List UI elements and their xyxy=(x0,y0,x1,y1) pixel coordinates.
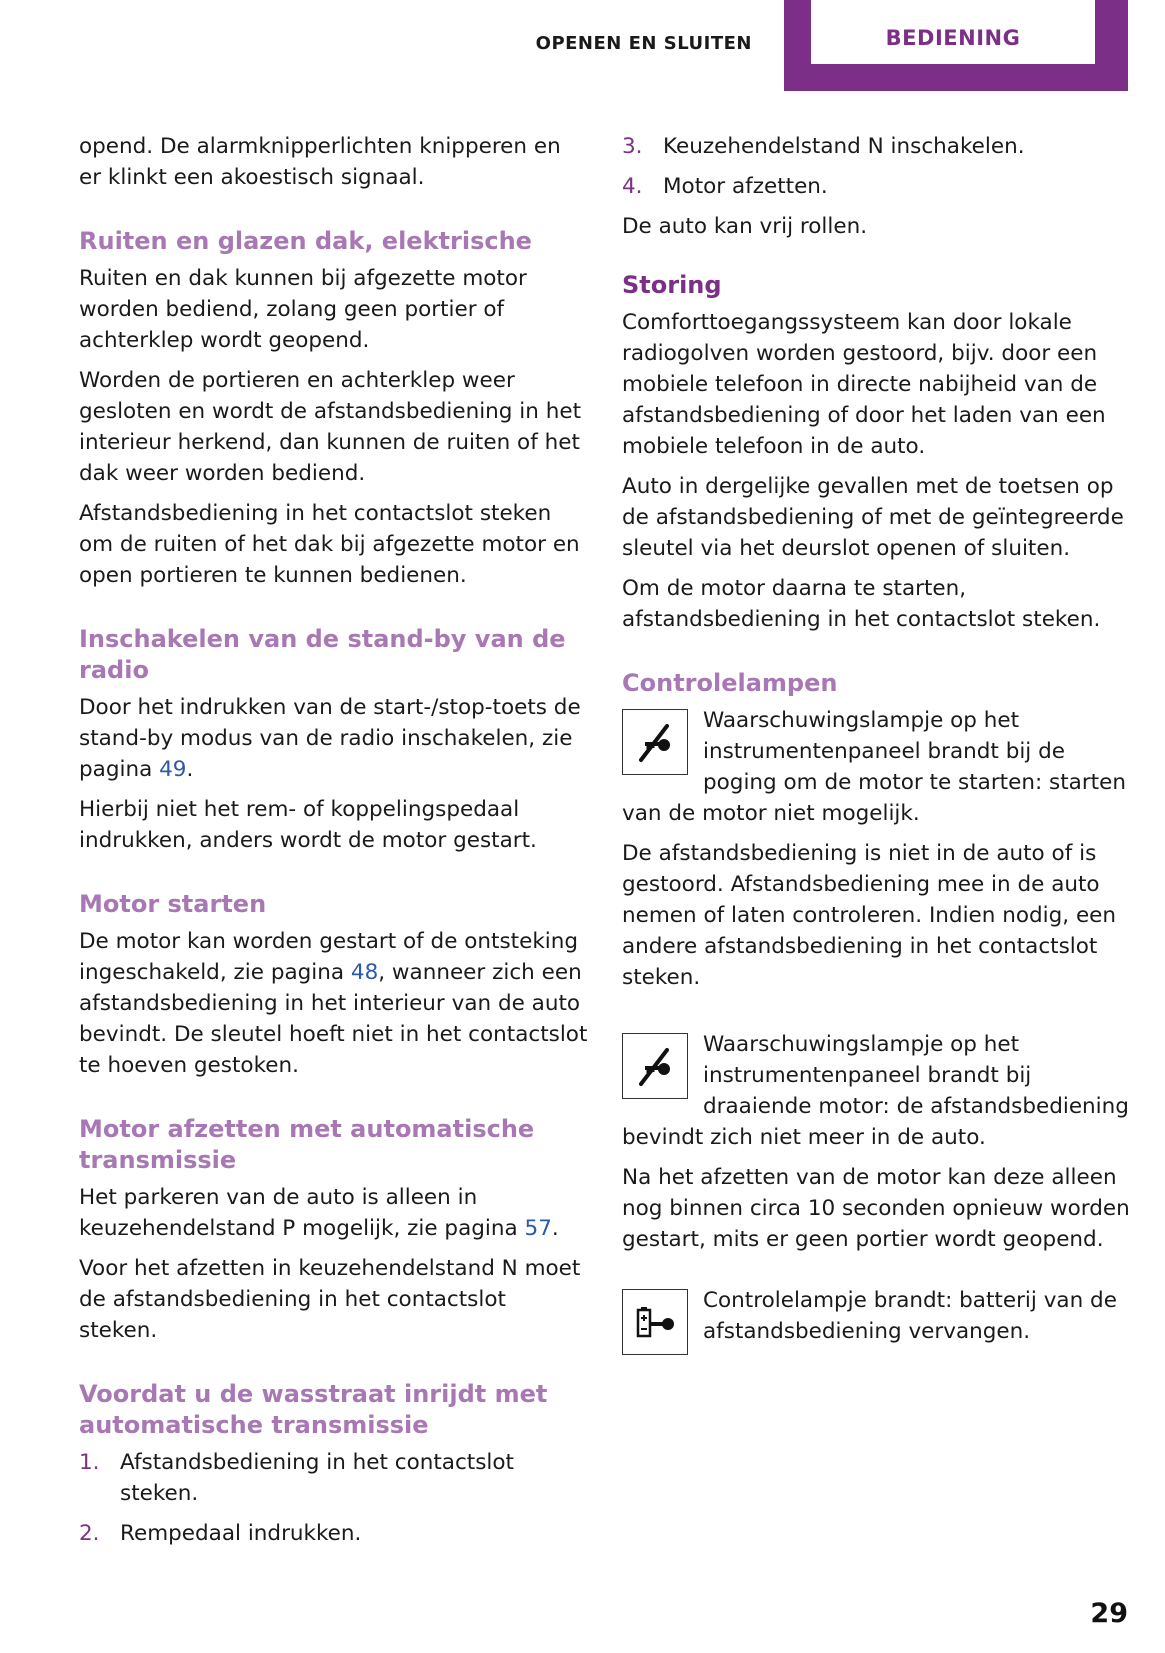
warning-block-start xyxy=(622,705,1132,993)
page-number: 29 xyxy=(1090,1598,1128,1629)
list-item xyxy=(622,171,1132,202)
standby-paragraph-2: Hierbij niet het rem- of koppelingspedaal indrukken, anders wordt de motor gestart. xyxy=(79,797,537,853)
section-title-ruiten: Ruiten en glazen dak, elektrische xyxy=(79,227,532,255)
ruiten-paragraph-1: Ruiten en dak kunnen bij afgezette motor worden bediend, zolang geen portier of achterklep wordt geopend. xyxy=(79,266,527,353)
list-item-text: Rempedaal indrukken. xyxy=(120,1521,362,1546)
ruiten-paragraph-2: Worden de portieren en achterklep weer gesloten en wordt de afstandsbediening in het interieur herkend, dan kunnen de ruiten of het dak weer worden bediend. xyxy=(79,368,582,486)
warning-text-start: Waarschuwingslampje op het instrumentenpaneel brandt bij de poging om de motor te starten: starten van de motor niet mogelijk. xyxy=(622,708,1126,826)
motor-afzetten-paragraph-2: Voor het afzetten in keuzehendelstand N moet de afstandsbediening in het contactslot steken. xyxy=(79,1256,581,1343)
chapter-tab xyxy=(784,0,1128,91)
motor-starten-paragraph xyxy=(79,926,589,1081)
list-item xyxy=(622,131,1132,162)
ruiten-paragraph-3: Afstandsbediening in het contactslot steken om de ruiten of het dak bij afgezette motor en open portieren te kunnen bedienen. xyxy=(79,501,580,588)
section-title-controlelampen: Controlelampen xyxy=(622,669,838,697)
warning-block-running xyxy=(622,1029,1132,1255)
list-item-number: 3. xyxy=(622,134,643,159)
section-title-wasstraat: Voordat u de wasstraat inrijdt met automatische transmissie xyxy=(79,1380,548,1439)
motor-starten-text: De motor kan worden gestart of de ontsteking ingeschakeld, zie pagina xyxy=(79,929,579,985)
list-item-number: 2. xyxy=(79,1521,100,1546)
standby-text: Door het indrukken van de start-/stop-toets de stand-by modus van de radio inschakelen, zie pagina xyxy=(79,695,581,782)
warning-explanation-start: De afstandsbediening is niet in de auto of is gestoord. Afstandsbediening mee in de auto nemen of laten controleren. Indien nodig, een andere afstandsbediening in het contactslot steken. xyxy=(622,841,1117,990)
list-item-text: Afstandsbediening in het contactslot steken. xyxy=(120,1450,514,1506)
right-column xyxy=(622,131,1132,1359)
warning-explanation-running: Na het afzetten van de motor kan deze alleen nog binnen circa 10 seconden opnieuw worden gestart, mits er geen portier wordt geopend. xyxy=(622,1165,1130,1252)
chapter-tab-inner xyxy=(811,0,1095,64)
list-item-number: 1. xyxy=(79,1450,100,1475)
standby-text-end: . xyxy=(186,757,194,782)
section-title-storing: Storing xyxy=(622,271,722,299)
battery-text: Controlelampje brandt: batterij van de afstandsbediening vervangen. xyxy=(703,1288,1117,1344)
section-title-standby-radio: Inschakelen van de stand-by van de radio xyxy=(79,625,566,684)
key-warning-icon xyxy=(622,1033,688,1099)
wasstraat-steps xyxy=(79,1447,589,1549)
page-link-48[interactable]: 48 xyxy=(350,960,379,985)
motor-afzetten-text: Het parkeren van de auto is alleen in keuzehendelstand P mogelijk, zie pagina xyxy=(79,1185,525,1241)
storing-paragraph-2: Auto in dergelijke gevallen met de toetsen op de afstandsbediening of met de geïntegreerde sleutel via het deurslot openen of sluiten. xyxy=(622,474,1124,561)
motor-afzetten-text-end: . xyxy=(551,1216,559,1241)
wasstraat-steps-continued xyxy=(622,131,1132,202)
section-title-motor-starten: Motor starten xyxy=(79,890,267,918)
motor-starten-text-end: , wanneer zich een afstandsbediening in het interieur van de auto bevindt. De sleutel hoeft niet in het contactslot te hoeven gestoken. xyxy=(79,960,588,1078)
standby-paragraph-1 xyxy=(79,692,589,785)
storing-paragraph-3: Om de motor daarna te starten, afstandsbediening in het contactslot steken. xyxy=(622,576,1101,632)
section-title-motor-afzetten: Motor afzetten met automatische transmissie xyxy=(79,1115,535,1174)
rollen-paragraph: De auto kan vrij rollen. xyxy=(622,214,868,239)
warning-text-running: Waarschuwingslampje op het instrumentenpaneel brandt bij draaiende motor: de afstandsbediening bevindt zich niet meer in de auto. xyxy=(622,1032,1129,1150)
page-link-57[interactable]: 57 xyxy=(524,1216,552,1241)
list-item-text: Motor afzetten. xyxy=(663,174,828,199)
left-column xyxy=(79,131,589,1558)
page-link-49[interactable]: 49 xyxy=(159,757,187,782)
intro-paragraph: opend. De alarmknipperlichten knipperen en er klinkt een akoestisch signaal. xyxy=(79,134,561,190)
storing-paragraph-1: Comforttoegangssysteem kan door lokale radiogolven worden gestoord, bijv. door een mobiele telefoon in directe nabijheid van de afstandsbediening of door het laden van een mobiele telefoon in de auto. xyxy=(622,310,1106,459)
key-battery-icon xyxy=(622,1289,688,1355)
battery-block xyxy=(622,1285,1132,1347)
motor-afzetten-paragraph-1 xyxy=(79,1182,589,1244)
running-header: OPENEN EN SLUITEN xyxy=(535,33,752,54)
chapter-title: BEDIENING xyxy=(885,26,1021,50)
key-warning-icon xyxy=(622,709,688,775)
list-item-number: 4. xyxy=(622,174,643,199)
list-item-text: Keuzehendelstand N inschakelen. xyxy=(663,134,1025,159)
list-item xyxy=(79,1447,589,1509)
list-item xyxy=(79,1518,589,1549)
